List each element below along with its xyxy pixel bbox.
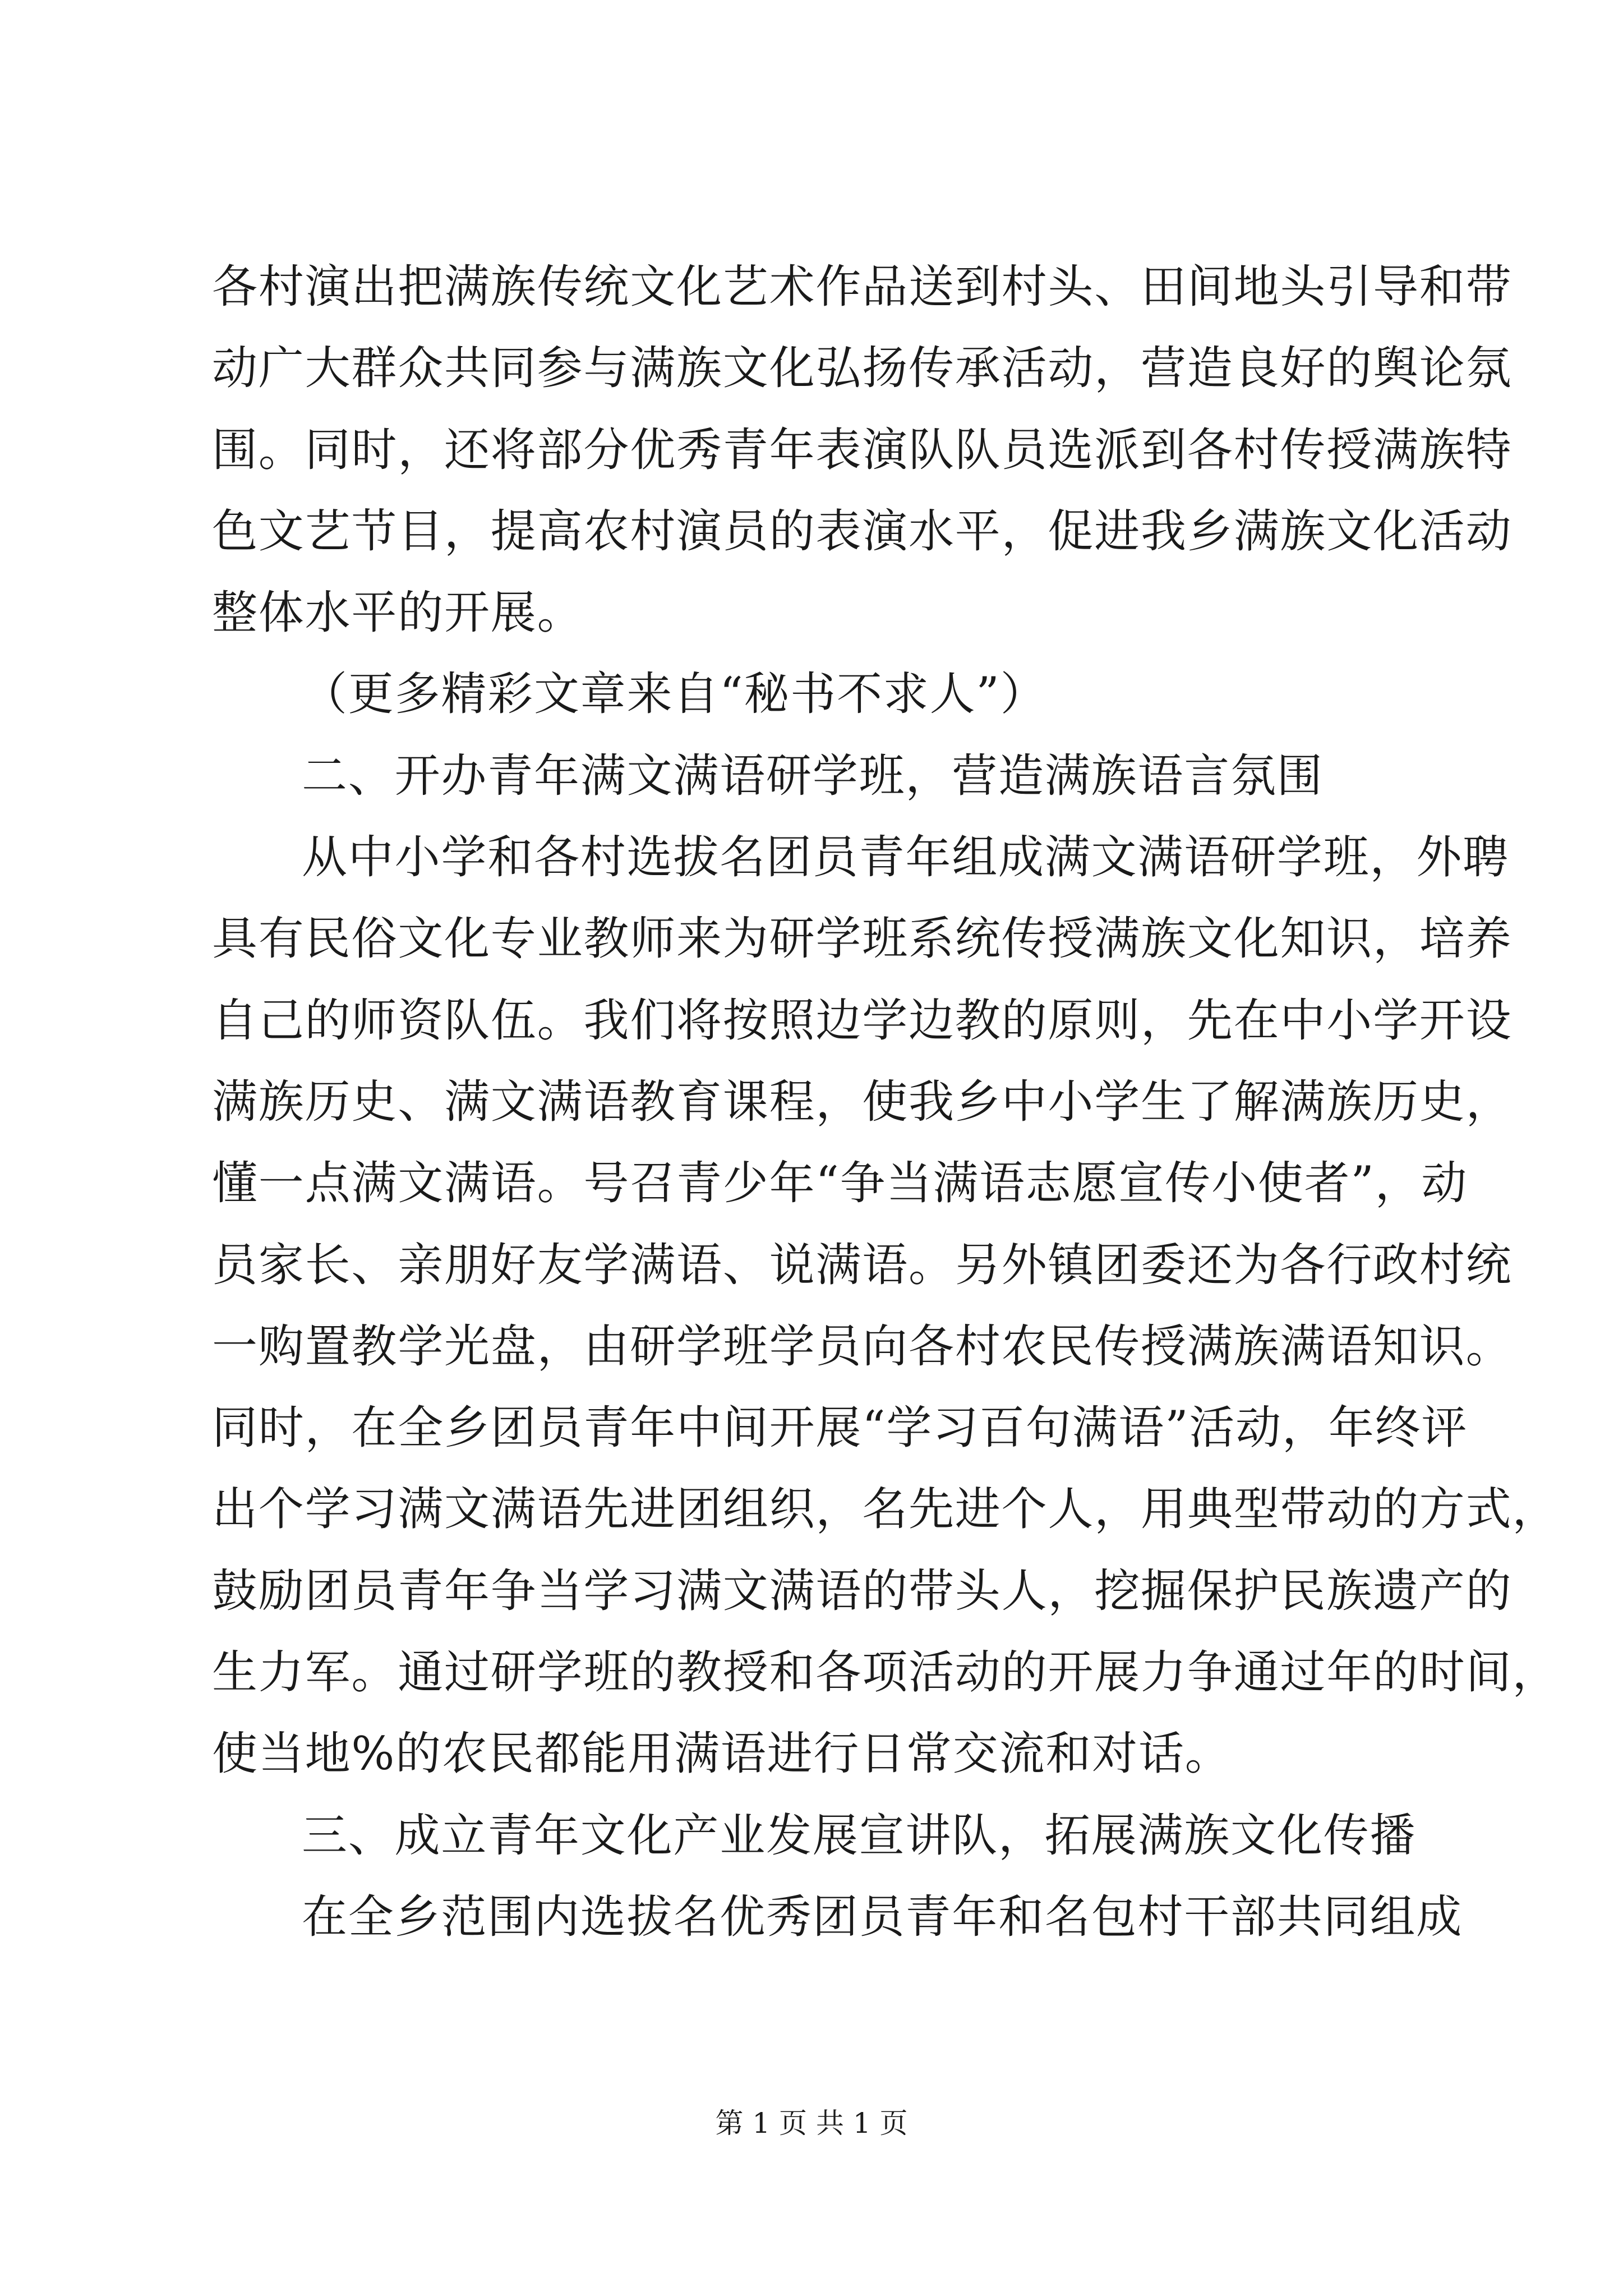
- page-footer: 第 1 页 共 1 页: [715, 2107, 908, 2139]
- text-line: 鼓励团员青年争当学习满文满语的带头人，挖掘保护民族遗产的: [212, 1565, 1513, 1618]
- source-note: （更多精彩文章来自“秘书不求人”）: [302, 668, 1047, 721]
- text-line: 出个学习满文满语先进团组织，名先进个人，用典型带动的方式，: [212, 1483, 1559, 1536]
- text-line: 一购置教学光盘，由研学班学员向各村农民传授满族满语知识。: [212, 1320, 1513, 1373]
- text-line: 同时，在全乡团员青年中间开展“学习百句满语”活动，年终评: [212, 1402, 1468, 1455]
- text-line: 各村演出把满族传统文化艺术作品送到村头、田间地头引导和带: [212, 261, 1513, 314]
- text-line: 懂一点满文满语。号召青少年“争当满语志愿宣传小使者”，动: [212, 1157, 1468, 1211]
- text-line: 整体水平的开展。: [212, 587, 584, 640]
- text-line: 围。同时，还将部分优秀青年表演队队员选派到各村传授满族特: [212, 424, 1513, 477]
- text-line: 生力军。通过研学班的教授和各项活动的开展力争通过年的时间，: [212, 1646, 1559, 1700]
- text-line: 员家长、亲朋好友学满语、说满语。另外镇团委还为各行政村统: [212, 1239, 1513, 1292]
- text-line: 满族历史、满文满语教育课程，使我乡中小学生了解满族历史，: [212, 1075, 1513, 1129]
- section-heading-3: 三、成立青年文化产业发展宣讲队，拓展满族文化传播: [302, 1809, 1417, 1862]
- text-line: 使当地%的农民都能用满语进行日常交流和对话。: [212, 1728, 1232, 1781]
- text-line: 动广大群众共同参与满族文化弘扬传承活动，营造良好的舆论氛: [212, 342, 1513, 395]
- text-line: 自己的师资队伍。我们将按照边学边教的原则，先在中小学开设: [212, 994, 1513, 1047]
- document-body: [212, 247, 1559, 1958]
- text-line: 色文艺节目，提高农村演员的表演水平，促进我乡满族文化活动: [212, 505, 1513, 558]
- text-line: 具有民俗文化专业教师来为研学班系统传授满族文化知识，培养: [212, 913, 1513, 966]
- text-line: 从中小学和各村选拔名团员青年组成满文满语研学班，外聘: [302, 831, 1509, 885]
- text-line: 在全乡范围内选拔名优秀团员青年和名包村干部共同组成: [302, 1890, 1463, 1944]
- section-heading-2: 二、开办青年满文满语研学班，营造满族语言氛围: [302, 749, 1324, 803]
